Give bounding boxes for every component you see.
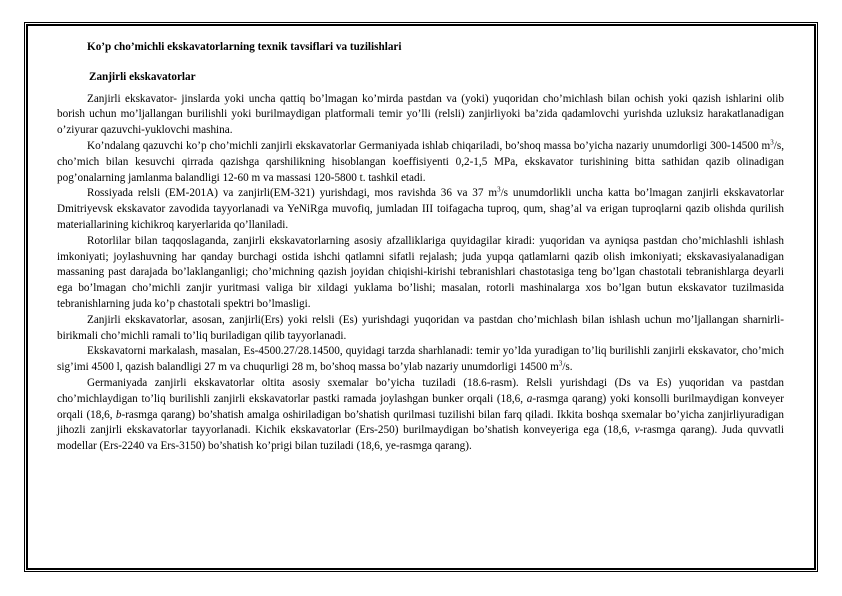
paragraph-germany [57, 139, 784, 186]
paragraph-text: Ko’ndalang qazuvchi ko’p cho’michli zanjirli ekskavatorlar Germaniyada ishlab chiqariladi, bo’shoq massa bo’yicha nazariy unumdorligi 300-14500 m [87, 139, 771, 152]
paragraph-text: -rasmga qarang) yoki konsolli burilmaydigan konveyer orqali (18,6, [57, 392, 784, 421]
document-body [57, 40, 784, 455]
paragraph-text: Rotorlilar bilan taqqoslaganda, zanjirli ekskavatorlarning asosiy afzalliklariga quyidagilar kiradi: yuqoridan va ayniqsa pastdan cho’michlashli ishlash imkoniyati; joylashuvning har qanday burchagi ostida ishchi qatlamni sifatli rejalash; juda yupqa qatlamlarni qazib olish imkoniyati; ekskavasiyalanadigan massaning past darajada bo’laklanganligi; cho’michning qazish joyidan chiqishi-kirishi tebranishlari chastotasiga teng bo’lgan chastotali tebranishlarga deyarli ega bo’lmagan cho’michli zanjir yuritmasi valiga bir xildagi yuklama bo’lishi; masalan, rotorli mashinalarga xos bo’lgan butun ekskavator tuzilmasida tebranishlarning juda ko’p chastotali spektri bo’lmasligi. [57, 234, 784, 310]
paragraph-russia [57, 186, 784, 233]
paragraph-construction [57, 313, 784, 345]
superscript: 3 [558, 359, 563, 368]
paragraph-definition [57, 92, 784, 139]
paragraph-schemes [57, 376, 784, 455]
paragraph-text: Zanjirli ekskavator- jinslarda yoki uncha qattiq bo’lmagan ko’mirda pastdan va (yoki) yuqoridan cho’michlash bilan ochish yoki qazish ishlarini olib borish uchun mo’ljallangan burilishli yoki burilmaydigan platformali temir yo’lli (relsli) zanjirliyoki ba’zida qadamlovchi yurishda uzluksiz harakatlanadigan o’ziyurar qazuvchi-yuklovchi mashina. [57, 92, 784, 137]
paragraph-text: Germaniyada zanjirli ekskavatorlar oltita asosiy sxemalar bo’yicha tuziladi (18.6-rasm). Relsli yurishdagi (Ds va Es) yuqoridan va pastdan cho’michlaydigan to’liq burilishli zanjirli ekskavatorlar pastki ramada joylashgan bunker orqali (18,6, [57, 376, 784, 405]
document-title: Ko’p cho’michli ekskavatorlarning texnik tavsiflari va tuzilishlari [87, 41, 402, 53]
paragraph-text: -rasmga qarang). Juda quvvatli modellar (Ers-2240 va Ers-3150) bo’shatish ko’prigi bilan tuziladi (18,6, ye-rasmga qarang). [57, 424, 784, 453]
figure-ref-italic: a [526, 392, 533, 405]
figure-ref-italic: b [115, 408, 122, 421]
paragraph-text: -rasmga qarang) bo’shatish amalga oshiriladigan bo’shatish qurilmasi tuzilishi bilan farq qiladi. Ikkita boshqa sxemalar bo’yicha zanjirliyuradigan jihozli zanjirli ekskavatorlar tayyorlanadi. Kichik ekskavatorlar (Ers-250) burilmaydigan bo’shatish konveyeriga ega (18,6, [57, 408, 784, 437]
paragraph-text: /s, cho’mich bilan kesuvchi qirrada qazishga qarshilikning hisoblangan koeffisiyenti 0,2-1,5 MPa, ekskavator turishining bitta sathidan qazib olinadigan pog’onalarning jamlanma balandligi 12-60 m va massasi 120-5800 t. tashkil etadi. [57, 139, 784, 184]
paragraph-advantages [57, 234, 784, 313]
paragraph-text: /s unumdorlikli uncha katta bo’lmagan zanjirli ekskavatorlar Dmitriyevsk ekskavator zavodida tayyorlanadi va YeNiRga muvofiq, jumladan III toifagacha tuproq, qum, shag’al va erigan tuproqlarni qazib olishda qurilish materiallarining kichikroq karyerlarida qo’llaniladi. [57, 187, 784, 231]
paragraph-text: Zanjirli ekskavatorlar, asosan, zanjirli(Ers) yoki relsli (Es) yurishdagi yuqoridan va pastdan cho’michlash bilan ishlash uchun mo’ljallangan sharnirli-birikmali cho’michli ramali to’liq buriladigan qilib tayyorlanadi. [57, 313, 784, 342]
paragraph-text: Ekskavatorni markalash, masalan, Es-4500.27/28.14500, quyidagi tarzda sharhlanadi: temir yo’lda yuradigan to’liq burilishli zanjirli ekskavator, cho’mich sig’imi 4500 l, qazish balandligi 27 m va chuqurligi 28 m, bo’shoq massa bo’ylab nazariy unumdorligi 14500 m [57, 345, 784, 374]
paragraph-text: Rossiyada relsli (EM-201A) va zanjirli(EM-321) yurishdagi, mos ravishda 36 va 37 m [87, 187, 498, 200]
paragraph-marking [57, 344, 784, 376]
superscript: 3 [770, 138, 774, 147]
figure-ref-italic: v [634, 424, 640, 437]
section-heading: Zanjirli ekskavatorlar [89, 70, 196, 83]
superscript: 3 [497, 185, 501, 194]
paragraph-text: /s. [562, 361, 573, 374]
